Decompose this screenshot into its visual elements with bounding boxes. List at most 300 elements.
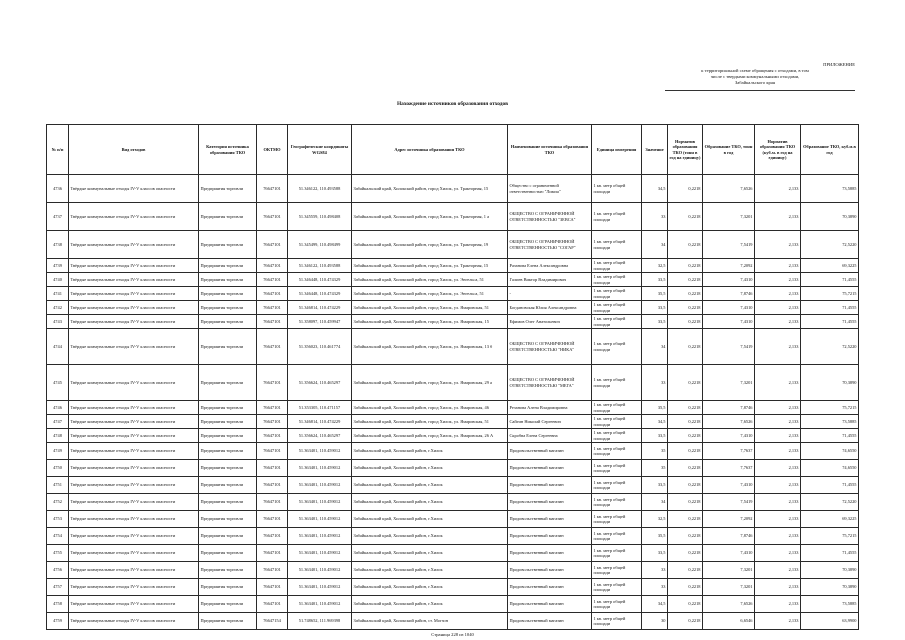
waste-type-cell: Твёрдые коммунальные отходы IV-V классов опасности bbox=[69, 231, 199, 259]
waste-type-cell: Твёрдые коммунальные отходы IV-V классов опасности bbox=[69, 329, 199, 365]
norm-cubic-meters-cell: 2,133 bbox=[755, 579, 801, 596]
oktmo-code-cell: 76647101 bbox=[257, 315, 288, 329]
source-category-cell: Предприятия торговли bbox=[199, 329, 257, 365]
table-row bbox=[47, 315, 859, 329]
norm-cubic-meters-cell: 2,133 bbox=[755, 460, 801, 477]
table-row bbox=[47, 579, 859, 596]
column-header: Категория источника образования ТКО bbox=[199, 125, 257, 175]
total-tonnes-cell: 7,8746 bbox=[703, 528, 755, 545]
total-tonnes-cell: 7,4310 bbox=[703, 545, 755, 562]
appendix-line: ПРИЛОЖЕНИЕ bbox=[823, 62, 855, 67]
source-address-cell: Забайкальский край, Хилокский район, г.Хилок bbox=[352, 477, 508, 494]
total-cubic-meters-cell: 72,5220 bbox=[801, 231, 859, 259]
measure-unit-cell: 1 кв. метр общей площади bbox=[592, 460, 642, 477]
measure-unit-cell: 1 кв. метр общей площади bbox=[592, 528, 642, 545]
total-cubic-meters-cell: 74,6550 bbox=[801, 460, 859, 477]
source-address-cell: Забайкальский край, Хилокский район, город Хилок, ул. Энгельса, 51 bbox=[352, 273, 508, 287]
oktmo-code-cell: 76647154 bbox=[257, 613, 288, 630]
measure-value-cell: 35,5 bbox=[642, 401, 668, 415]
source-name-cell: ОБЩЕСТВО С ОГРАНИЧЕННОЙ ОТВЕТСТВЕННОСТЬЮ "МЕГА" bbox=[508, 365, 592, 401]
measure-unit-cell: 1 кв. метр общей площади bbox=[592, 315, 642, 329]
source-category-cell: Предприятия торговли bbox=[199, 273, 257, 287]
source-address-cell: Забайкальский край, Хилокский район, город Хилок, ул. Ямаровская, 29 а bbox=[352, 365, 508, 401]
table-row bbox=[47, 175, 859, 203]
column-header: Норматив образования ТКО (куб.м. в год на единицу) bbox=[755, 125, 801, 175]
norm-cubic-meters-cell: 2,133 bbox=[755, 315, 801, 329]
coordinates-cell: 51.356023, 110.461774 bbox=[288, 329, 352, 365]
total-tonnes-cell: 7,8746 bbox=[703, 287, 755, 301]
measure-value-cell: 33,5 bbox=[642, 273, 668, 287]
row-number-cell: 4743 bbox=[47, 315, 69, 329]
coordinates-cell: 51.346448, 110.474329 bbox=[288, 273, 352, 287]
norm-tonnes-cell: 0,2218 bbox=[668, 415, 703, 429]
oktmo-code-cell: 76647101 bbox=[257, 231, 288, 259]
total-tonnes-cell: 7,3201 bbox=[703, 365, 755, 401]
source-name-cell: Продовольственный магазин bbox=[508, 477, 592, 494]
source-address-cell: Забайкальский край, Хилокский район, город Хилок, ул. Тракторная, 15 bbox=[352, 259, 508, 273]
source-name-cell: Богдановская Юлия Александровна bbox=[508, 301, 592, 315]
column-header: ОКТМО bbox=[257, 125, 288, 175]
row-number-cell: 4748 bbox=[47, 429, 69, 443]
oktmo-code-cell: 76647101 bbox=[257, 494, 288, 511]
table-row bbox=[47, 494, 859, 511]
coordinates-cell: 51.345499, 110.498499 bbox=[288, 231, 352, 259]
source-category-cell: Предприятия торговли bbox=[199, 477, 257, 494]
measure-value-cell: 33,5 bbox=[642, 545, 668, 562]
norm-cubic-meters-cell: 2,133 bbox=[755, 401, 801, 415]
table-row bbox=[47, 259, 859, 273]
oktmo-code-cell: 76647101 bbox=[257, 579, 288, 596]
measure-value-cell: 35 bbox=[642, 460, 668, 477]
table-row bbox=[47, 301, 859, 315]
norm-tonnes-cell: 0,2218 bbox=[668, 511, 703, 528]
total-cubic-meters-cell: 71,4555 bbox=[801, 477, 859, 494]
total-cubic-meters-cell: 71,4555 bbox=[801, 301, 859, 315]
total-cubic-meters-cell: 75,7215 bbox=[801, 528, 859, 545]
measure-unit-cell: 1 кв. метр общей площади bbox=[592, 562, 642, 579]
source-address-cell: Забайкальский край, Хилокский район, город Хилок, ул. Ямаровская, 26 А bbox=[352, 429, 508, 443]
norm-cubic-meters-cell: 2,133 bbox=[755, 287, 801, 301]
total-cubic-meters-cell: 75,7215 bbox=[801, 287, 859, 301]
measure-value-cell: 34,5 bbox=[642, 415, 668, 429]
column-header: Образование ТКО, тонн в год bbox=[703, 125, 755, 175]
waste-type-cell: Твёрдые коммунальные отходы IV-V классов опасности bbox=[69, 460, 199, 477]
waste-type-cell: Твёрдые коммунальные отходы IV-V классов опасности bbox=[69, 415, 199, 429]
source-name-cell: Продовольственный магазин bbox=[508, 613, 592, 630]
measure-value-cell: 35 bbox=[642, 443, 668, 460]
total-tonnes-cell: 7,4310 bbox=[703, 315, 755, 329]
norm-tonnes-cell: 0,2218 bbox=[668, 562, 703, 579]
table-header-row bbox=[47, 125, 859, 175]
oktmo-code-cell: 76647101 bbox=[257, 511, 288, 528]
norm-cubic-meters-cell: 2,133 bbox=[755, 511, 801, 528]
total-tonnes-cell: 7,5419 bbox=[703, 329, 755, 365]
total-cubic-meters-cell: 63,9900 bbox=[801, 613, 859, 630]
total-cubic-meters-cell: 70,3890 bbox=[801, 365, 859, 401]
row-number-cell: 4737 bbox=[47, 203, 69, 231]
oktmo-code-cell: 76647101 bbox=[257, 596, 288, 613]
waste-type-cell: Твёрдые коммунальные отходы IV-V классов опасности bbox=[69, 613, 199, 630]
column-header: Вид отходов bbox=[69, 125, 199, 175]
total-tonnes-cell: 7,6526 bbox=[703, 175, 755, 203]
source-category-cell: Предприятия торговли bbox=[199, 287, 257, 301]
total-tonnes-cell: 7,4310 bbox=[703, 477, 755, 494]
total-cubic-meters-cell: 70,3890 bbox=[801, 203, 859, 231]
norm-tonnes-cell: 0,2218 bbox=[668, 460, 703, 477]
coordinates-cell: 51.353305, 110.471157 bbox=[288, 401, 352, 415]
coordinates-cell: 51.363401, 110.459012 bbox=[288, 460, 352, 477]
source-category-cell: Предприятия торговли bbox=[199, 613, 257, 630]
coordinates-cell: 51.363401, 110.459012 bbox=[288, 477, 352, 494]
row-number-cell: 4745 bbox=[47, 365, 69, 401]
table-row bbox=[47, 528, 859, 545]
table-row bbox=[47, 460, 859, 477]
source-category-cell: Предприятия торговли bbox=[199, 579, 257, 596]
measure-unit-cell: 1 кв. метр общей площади bbox=[592, 401, 642, 415]
norm-tonnes-cell: 0,2218 bbox=[668, 175, 703, 203]
table-row bbox=[47, 562, 859, 579]
row-number-cell: 4742 bbox=[47, 301, 69, 315]
total-tonnes-cell: 6,6546 bbox=[703, 613, 755, 630]
total-cubic-meters-cell: 72,5220 bbox=[801, 329, 859, 365]
waste-type-cell: Твёрдые коммунальные отходы IV-V классов опасности bbox=[69, 429, 199, 443]
waste-type-cell: Твёрдые коммунальные отходы IV-V классов опасности bbox=[69, 401, 199, 415]
source-name-cell: Сайгин Николай Сергеевич bbox=[508, 415, 592, 429]
norm-cubic-meters-cell: 2,133 bbox=[755, 415, 801, 429]
total-cubic-meters-cell: 70,3890 bbox=[801, 562, 859, 579]
norm-cubic-meters-cell: 2,133 bbox=[755, 613, 801, 630]
page-footer: Страница 228 из 1040 bbox=[431, 632, 474, 637]
oktmo-code-cell: 76647101 bbox=[257, 415, 288, 429]
measure-value-cell: 33 bbox=[642, 579, 668, 596]
waste-type-cell: Твёрдые коммунальные отходы IV-V классов опасности bbox=[69, 273, 199, 287]
total-cubic-meters-cell: 70,3890 bbox=[801, 579, 859, 596]
source-address-cell: Забайкальский край, Хилокский район, город Хилок, ул. Ямаровская, 51 bbox=[352, 415, 508, 429]
coordinates-cell: 51.346814, 110.474229 bbox=[288, 301, 352, 315]
row-number-cell: 4749 bbox=[47, 443, 69, 460]
source-name-cell: Продовольственный магазин bbox=[508, 579, 592, 596]
coordinates-cell: 51.363401, 110.459012 bbox=[288, 511, 352, 528]
coordinates-cell: 51.363401, 110.459012 bbox=[288, 494, 352, 511]
norm-cubic-meters-cell: 2,133 bbox=[755, 175, 801, 203]
oktmo-code-cell: 76647101 bbox=[257, 175, 288, 203]
oktmo-code-cell: 76647101 bbox=[257, 528, 288, 545]
norm-tonnes-cell: 0,2218 bbox=[668, 596, 703, 613]
coordinates-cell: 51.748652, 111.969398 bbox=[288, 613, 352, 630]
total-tonnes-cell: 7,6526 bbox=[703, 596, 755, 613]
waste-type-cell: Твёрдые коммунальные отходы IV-V классов опасности bbox=[69, 545, 199, 562]
row-number-cell: 4756 bbox=[47, 562, 69, 579]
coordinates-cell: 51.363401, 110.459012 bbox=[288, 596, 352, 613]
waste-type-cell: Твёрдые коммунальные отходы IV-V классов опасности bbox=[69, 511, 199, 528]
source-name-cell: - bbox=[508, 287, 592, 301]
source-name-cell: ОБЩЕСТВО С ОГРАНИЧЕННОЙ ОТВЕТСТВЕННОСТЬЮ "НИКА" bbox=[508, 329, 592, 365]
measure-value-cell: 32,5 bbox=[642, 511, 668, 528]
table-row bbox=[47, 231, 859, 259]
norm-cubic-meters-cell: 2,133 bbox=[755, 443, 801, 460]
source-address-cell: Забайкальский край, Хилокский район, г.Хилок bbox=[352, 443, 508, 460]
measure-unit-cell: 1 кв. метр общей площади bbox=[592, 231, 642, 259]
measure-unit-cell: 1 кв. метр общей площади bbox=[592, 545, 642, 562]
measure-unit-cell: 1 кв. метр общей площади bbox=[592, 175, 642, 203]
measure-value-cell: 32,5 bbox=[642, 259, 668, 273]
source-address-cell: Забайкальский край, Хилокский район, г.Хилок bbox=[352, 562, 508, 579]
document-title: Нахождение источников образования отходов bbox=[396, 101, 509, 107]
waste-type-cell: Твёрдые коммунальные отходы IV-V классов опасности bbox=[69, 315, 199, 329]
norm-cubic-meters-cell: 2,133 bbox=[755, 528, 801, 545]
measure-value-cell: 33,5 bbox=[642, 301, 668, 315]
norm-cubic-meters-cell: 2,133 bbox=[755, 301, 801, 315]
waste-type-cell: Твёрдые коммунальные отходы IV-V классов опасности bbox=[69, 259, 199, 273]
source-name-cell: Разанова Елена Александровна bbox=[508, 259, 592, 273]
measure-unit-cell: 1 кв. метр общей площади bbox=[592, 203, 642, 231]
source-address-cell: Забайкальский край, Хилокский район, город Хилок, ул. Тракторная, 15 bbox=[352, 175, 508, 203]
source-address-cell: Забайкальский край, Хилокский район, город Хилок, ул. Энгельса, 51 bbox=[352, 287, 508, 301]
source-address-cell: Забайкальский край, Хилокский район, г.Хилок bbox=[352, 596, 508, 613]
source-name-cell: Общество с ограниченной ответственностью "Лимпа" bbox=[508, 175, 592, 203]
total-cubic-meters-cell: 73,5885 bbox=[801, 415, 859, 429]
source-category-cell: Предприятия торговли bbox=[199, 596, 257, 613]
measure-value-cell: 33,5 bbox=[642, 429, 668, 443]
norm-tonnes-cell: 0,2218 bbox=[668, 443, 703, 460]
source-address-cell: Забайкальский край, Хилокский район, г.Хилок bbox=[352, 545, 508, 562]
waste-type-cell: Твёрдые коммунальные отходы IV-V классов опасности bbox=[69, 562, 199, 579]
coordinates-cell: 51.363401, 110.459012 bbox=[288, 528, 352, 545]
column-header: Норматив образования ТКО (тонн в год на единицу) bbox=[668, 125, 703, 175]
table-row bbox=[47, 329, 859, 365]
norm-cubic-meters-cell: 2,133 bbox=[755, 545, 801, 562]
row-number-cell: 4746 bbox=[47, 401, 69, 415]
table-row bbox=[47, 596, 859, 613]
waste-type-cell: Твёрдые коммунальные отходы IV-V классов опасности bbox=[69, 203, 199, 231]
norm-cubic-meters-cell: 2,133 bbox=[755, 365, 801, 401]
norm-tonnes-cell: 0,2218 bbox=[668, 273, 703, 287]
column-header: Наименование источника образования ТКО bbox=[508, 125, 592, 175]
row-number-cell: 4755 bbox=[47, 545, 69, 562]
total-tonnes-cell: 7,8746 bbox=[703, 401, 755, 415]
source-name-cell: Продовольственный магазин bbox=[508, 545, 592, 562]
source-name-cell: Продовольственный магазин bbox=[508, 562, 592, 579]
total-cubic-meters-cell: 73,5885 bbox=[801, 596, 859, 613]
appendix-block bbox=[655, 62, 855, 86]
measure-unit-cell: 1 кв. метр общей площади bbox=[592, 443, 642, 460]
total-cubic-meters-cell: 69,3225 bbox=[801, 259, 859, 273]
appendix-line: к территориальной схеме обращения с отходами, в том bbox=[701, 68, 809, 73]
norm-tonnes-cell: 0,2218 bbox=[668, 401, 703, 415]
total-tonnes-cell: 7,2092 bbox=[703, 511, 755, 528]
coordinates-cell: 51.358097, 110.459947 bbox=[288, 315, 352, 329]
row-number-cell: 4753 bbox=[47, 511, 69, 528]
norm-tonnes-cell: 0,2218 bbox=[668, 259, 703, 273]
measure-unit-cell: 1 кв. метр общей площади bbox=[592, 365, 642, 401]
row-number-cell: 4754 bbox=[47, 528, 69, 545]
oktmo-code-cell: 76647101 bbox=[257, 259, 288, 273]
coordinates-cell: 51.346814, 110.474229 bbox=[288, 415, 352, 429]
measure-unit-cell: 1 кв. метр общей площади bbox=[592, 301, 642, 315]
coordinates-cell: 51.346448, 110.474329 bbox=[288, 287, 352, 301]
total-tonnes-cell: 7,4310 bbox=[703, 273, 755, 287]
total-tonnes-cell: 7,2092 bbox=[703, 259, 755, 273]
coordinates-cell: 51.356624, 110.465297 bbox=[288, 365, 352, 401]
coordinates-cell: 51.346122, 110.493588 bbox=[288, 259, 352, 273]
source-name-cell: Продовольственный магазин bbox=[508, 443, 592, 460]
measure-unit-cell: 1 кв. метр общей площади bbox=[592, 429, 642, 443]
total-tonnes-cell: 7,3201 bbox=[703, 579, 755, 596]
source-category-cell: Предприятия торговли bbox=[199, 365, 257, 401]
total-cubic-meters-cell: 71,4555 bbox=[801, 545, 859, 562]
row-number-cell: 4757 bbox=[47, 579, 69, 596]
total-cubic-meters-cell: 73,5885 bbox=[801, 175, 859, 203]
source-address-cell: Забайкальский край, Хилокский район, город Хилок, ул. Ямаровская, 13 б bbox=[352, 329, 508, 365]
column-header: Значение bbox=[642, 125, 668, 175]
norm-tonnes-cell: 0,2218 bbox=[668, 287, 703, 301]
norm-cubic-meters-cell: 2,133 bbox=[755, 273, 801, 287]
waste-type-cell: Твёрдые коммунальные отходы IV-V классов опасности bbox=[69, 443, 199, 460]
measure-unit-cell: 1 кв. метр общей площади bbox=[592, 596, 642, 613]
total-cubic-meters-cell: 69,3225 bbox=[801, 511, 859, 528]
source-address-cell: Забайкальский край, Хилокский район, ст. Могзон bbox=[352, 613, 508, 630]
total-tonnes-cell: 7,3201 bbox=[703, 562, 755, 579]
norm-tonnes-cell: 0,2218 bbox=[668, 579, 703, 596]
measure-value-cell: 33,5 bbox=[642, 477, 668, 494]
waste-sources-table bbox=[46, 124, 859, 630]
row-number-cell: 4736 bbox=[47, 175, 69, 203]
source-category-cell: Предприятия торговли bbox=[199, 460, 257, 477]
row-number-cell: 4758 bbox=[47, 596, 69, 613]
coordinates-cell: 51.363401, 110.459012 bbox=[288, 562, 352, 579]
measure-value-cell: 33 bbox=[642, 203, 668, 231]
measure-unit-cell: 1 кв. метр общей площади bbox=[592, 511, 642, 528]
oktmo-code-cell: 76647101 bbox=[257, 273, 288, 287]
measure-unit-cell: 1 кв. метр общей площади bbox=[592, 579, 642, 596]
source-name-cell: Продовольственный магазин bbox=[508, 511, 592, 528]
source-address-cell: Забайкальский край, Хилокский район, город Хилок, ул. Ямаровская, 15 bbox=[352, 315, 508, 329]
measure-value-cell: 33 bbox=[642, 562, 668, 579]
waste-type-cell: Твёрдые коммунальные отходы IV-V классов опасности bbox=[69, 287, 199, 301]
measure-unit-cell: 1 кв. метр общей площади bbox=[592, 415, 642, 429]
measure-value-cell: 33 bbox=[642, 365, 668, 401]
norm-cubic-meters-cell: 2,133 bbox=[755, 429, 801, 443]
source-address-cell: Забайкальский край, Хилокский район, город Хилок, ул. Тракторная, 19 bbox=[352, 231, 508, 259]
norm-tonnes-cell: 0,2218 bbox=[668, 477, 703, 494]
norm-cubic-meters-cell: 2,133 bbox=[755, 477, 801, 494]
norm-cubic-meters-cell: 2,133 bbox=[755, 259, 801, 273]
norm-cubic-meters-cell: 2,133 bbox=[755, 203, 801, 231]
source-category-cell: Предприятия торговли bbox=[199, 545, 257, 562]
oktmo-code-cell: 76647101 bbox=[257, 203, 288, 231]
oktmo-code-cell: 76647101 bbox=[257, 287, 288, 301]
total-tonnes-cell: 7,5419 bbox=[703, 494, 755, 511]
waste-type-cell: Твёрдые коммунальные отходы IV-V классов опасности bbox=[69, 596, 199, 613]
oktmo-code-cell: 76647101 bbox=[257, 460, 288, 477]
source-category-cell: Предприятия торговли bbox=[199, 301, 257, 315]
source-category-cell: Предприятия торговли bbox=[199, 231, 257, 259]
source-address-cell: Забайкальский край, Хилокский район, г.Хилок bbox=[352, 528, 508, 545]
norm-tonnes-cell: 0,2218 bbox=[668, 528, 703, 545]
total-cubic-meters-cell: 71,4555 bbox=[801, 429, 859, 443]
oktmo-code-cell: 76647101 bbox=[257, 401, 288, 415]
column-header: Географические координаты WGS84 bbox=[288, 125, 352, 175]
table-row bbox=[47, 365, 859, 401]
source-name-cell: Галиев Виктор Владимирович bbox=[508, 273, 592, 287]
source-name-cell: Ефимов Олег Анатольевич bbox=[508, 315, 592, 329]
row-number-cell: 4744 bbox=[47, 329, 69, 365]
source-category-cell: Предприятия торговли bbox=[199, 528, 257, 545]
table-row bbox=[47, 203, 859, 231]
measure-value-cell: 34,5 bbox=[642, 596, 668, 613]
norm-cubic-meters-cell: 2,133 bbox=[755, 231, 801, 259]
total-tonnes-cell: 7,7637 bbox=[703, 443, 755, 460]
total-tonnes-cell: 7,4310 bbox=[703, 429, 755, 443]
source-category-cell: Предприятия торговли bbox=[199, 259, 257, 273]
total-cubic-meters-cell: 72,5220 bbox=[801, 494, 859, 511]
appendix-underline bbox=[665, 90, 855, 91]
oktmo-code-cell: 76647101 bbox=[257, 365, 288, 401]
source-address-cell: Забайкальский край, Хилокский район, г.Хилок bbox=[352, 460, 508, 477]
source-address-cell: Забайкальский край, Хилокский район, город Хилок, ул. Ямаровская, 51 bbox=[352, 301, 508, 315]
source-address-cell: Забайкальский край, Хилокский район, г.Хилок bbox=[352, 494, 508, 511]
total-tonnes-cell: 7,7637 bbox=[703, 460, 755, 477]
norm-cubic-meters-cell: 2,133 bbox=[755, 596, 801, 613]
total-cubic-meters-cell: 71,4555 bbox=[801, 273, 859, 287]
measure-value-cell: 34 bbox=[642, 329, 668, 365]
coordinates-cell: 51.356624, 110.465297 bbox=[288, 429, 352, 443]
coordinates-cell: 51.363401, 110.459012 bbox=[288, 545, 352, 562]
norm-tonnes-cell: 0,2218 bbox=[668, 365, 703, 401]
waste-type-cell: Твёрдые коммунальные отходы IV-V классов опасности bbox=[69, 365, 199, 401]
column-header: Единица измерения bbox=[592, 125, 642, 175]
source-name-cell: Продовольственный магазин bbox=[508, 460, 592, 477]
norm-tonnes-cell: 0,2218 bbox=[668, 231, 703, 259]
norm-cubic-meters-cell: 2,133 bbox=[755, 329, 801, 365]
measure-unit-cell: 1 кв. метр общей площади bbox=[592, 494, 642, 511]
norm-tonnes-cell: 0,2218 bbox=[668, 203, 703, 231]
total-cubic-meters-cell: 75,7215 bbox=[801, 401, 859, 415]
total-tonnes-cell: 7,6526 bbox=[703, 415, 755, 429]
norm-tonnes-cell: 0,2218 bbox=[668, 429, 703, 443]
norm-tonnes-cell: 0,2218 bbox=[668, 315, 703, 329]
total-tonnes-cell: 7,5419 bbox=[703, 231, 755, 259]
total-cubic-meters-cell: 71,4555 bbox=[801, 315, 859, 329]
coordinates-cell: 51.345559, 110.498408 bbox=[288, 203, 352, 231]
measure-unit-cell: 1 кв. метр общей площади bbox=[592, 613, 642, 630]
oktmo-code-cell: 76647101 bbox=[257, 429, 288, 443]
table-row bbox=[47, 545, 859, 562]
row-number-cell: 4759 bbox=[47, 613, 69, 630]
coordinates-cell: 51.363401, 110.459012 bbox=[288, 579, 352, 596]
source-category-cell: Предприятия торговли bbox=[199, 175, 257, 203]
waste-type-cell: Твёрдые коммунальные отходы IV-V классов опасности bbox=[69, 579, 199, 596]
measure-unit-cell: 1 кв. метр общей площади bbox=[592, 273, 642, 287]
row-number-cell: 4741 bbox=[47, 287, 69, 301]
source-category-cell: Предприятия торговли bbox=[199, 429, 257, 443]
source-name-cell: Скробва Елена Сергеевна bbox=[508, 429, 592, 443]
row-number-cell: 4751 bbox=[47, 477, 69, 494]
waste-type-cell: Твёрдые коммунальные отходы IV-V классов опасности bbox=[69, 175, 199, 203]
oktmo-code-cell: 76647101 bbox=[257, 301, 288, 315]
appendix-line: Забайкальского края bbox=[734, 80, 776, 85]
source-category-cell: Предприятия торговли bbox=[199, 511, 257, 528]
norm-tonnes-cell: 0,2218 bbox=[668, 613, 703, 630]
norm-tonnes-cell: 0,2218 bbox=[668, 329, 703, 365]
source-name-cell: Продовольственный магазин bbox=[508, 596, 592, 613]
row-number-cell: 4747 bbox=[47, 415, 69, 429]
table-row bbox=[47, 511, 859, 528]
measure-value-cell: 35,5 bbox=[642, 528, 668, 545]
source-name-cell: Продовольственный магазин bbox=[508, 494, 592, 511]
table-body bbox=[47, 175, 859, 630]
source-name-cell: Резанова Алена Владимировна bbox=[508, 401, 592, 415]
